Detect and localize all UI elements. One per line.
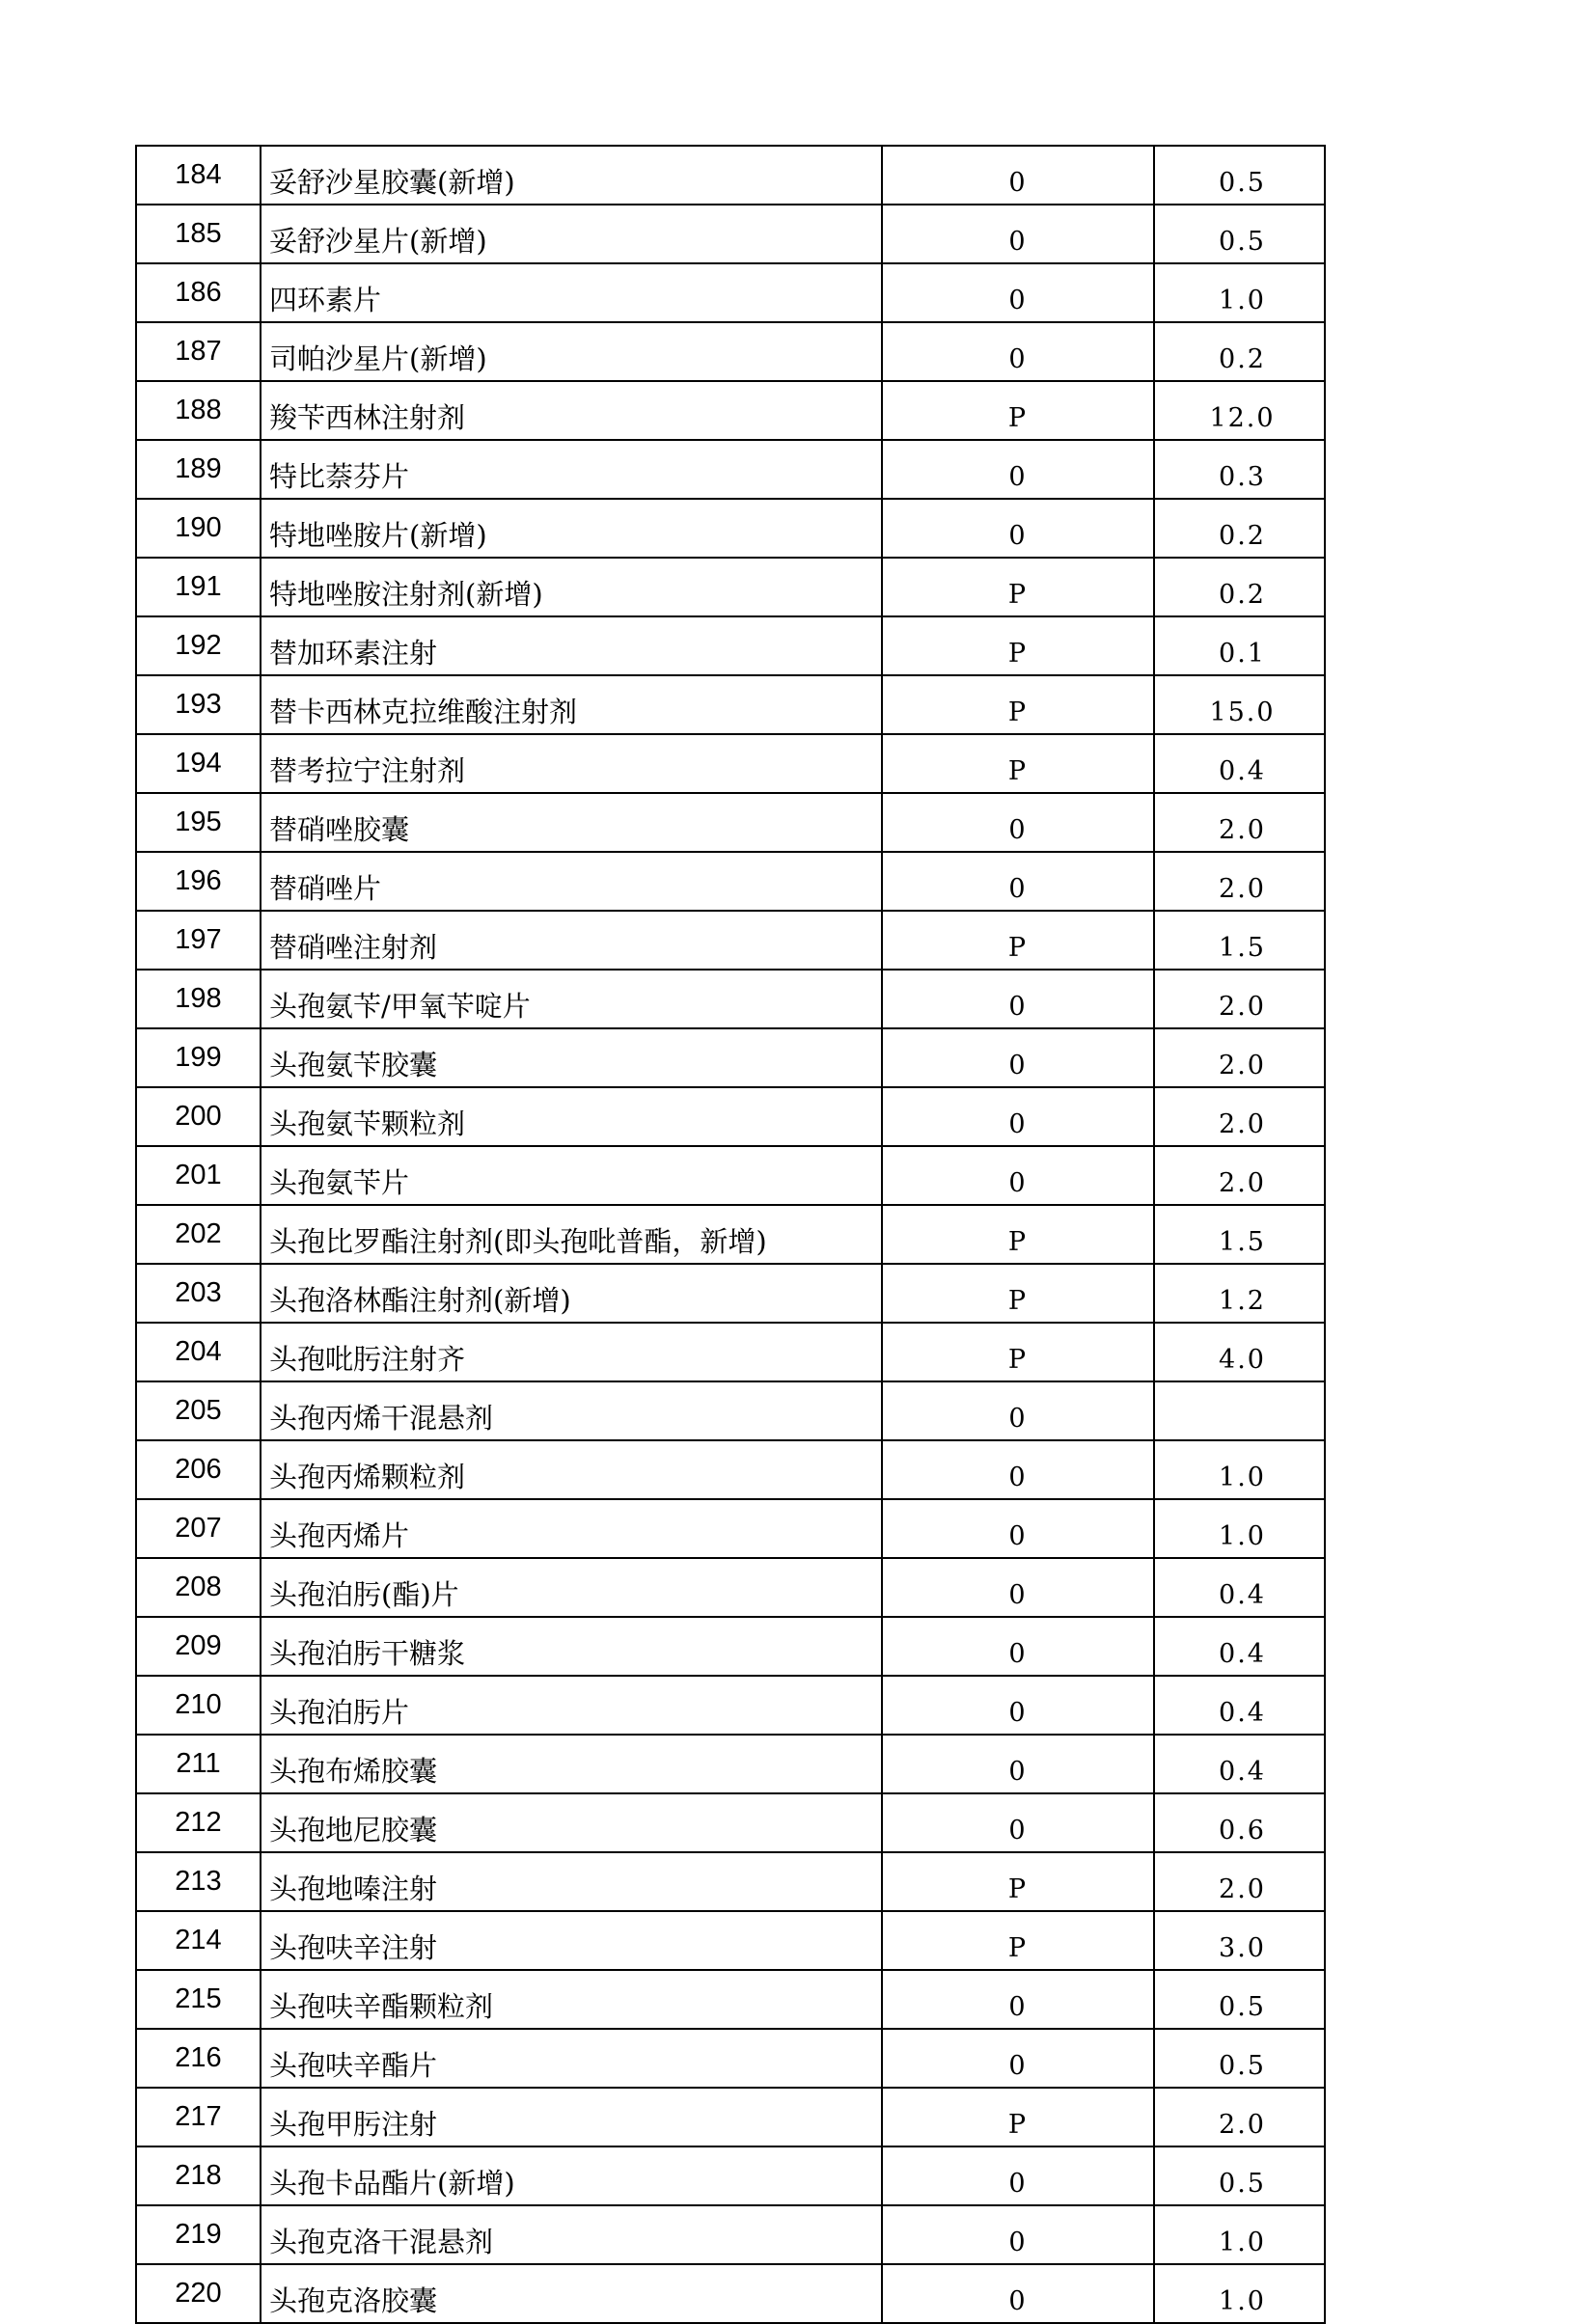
route-code: 0 xyxy=(882,440,1154,499)
drug-name: 特地唑胺注射剂(新增) xyxy=(261,558,882,616)
table-row xyxy=(136,1970,1325,2029)
dose-value: 1.0 xyxy=(1154,2205,1325,2264)
table-row xyxy=(136,2029,1325,2088)
row-number: 192 xyxy=(136,616,261,675)
table-row xyxy=(136,1499,1325,1558)
table-row xyxy=(136,1852,1325,1911)
row-number: 211 xyxy=(136,1735,261,1793)
dose-value: 0.4 xyxy=(1154,1676,1325,1735)
route-code: 0 xyxy=(882,1793,1154,1852)
table-row xyxy=(136,911,1325,970)
dose-value: 1.0 xyxy=(1154,2264,1325,2323)
drug-name: 头孢呋辛酯片 xyxy=(261,2029,882,2088)
drug-name: 四环素片 xyxy=(261,263,882,322)
row-number: 197 xyxy=(136,911,261,970)
row-number: 215 xyxy=(136,1970,261,2029)
dose-value: 0.4 xyxy=(1154,1735,1325,1793)
dose-value: 1.5 xyxy=(1154,911,1325,970)
dose-value: 0.6 xyxy=(1154,1793,1325,1852)
row-number: 195 xyxy=(136,793,261,852)
table-row xyxy=(136,205,1325,263)
table-row xyxy=(136,1323,1325,1381)
drug-name: 头孢地尼胶囊 xyxy=(261,1793,882,1852)
row-number: 220 xyxy=(136,2264,261,2323)
table-row xyxy=(136,2264,1325,2323)
drug-name: 妥舒沙星片(新增) xyxy=(261,205,882,263)
drug-name: 头孢甲肟注射 xyxy=(261,2088,882,2146)
dose-value: 2.0 xyxy=(1154,2088,1325,2146)
drug-name: 替卡西林克拉维酸注射剂 xyxy=(261,675,882,734)
table-row xyxy=(136,1558,1325,1617)
drug-name: 头孢卡品酯片(新增) xyxy=(261,2146,882,2205)
drug-name: 头孢氨苄颗粒剂 xyxy=(261,1087,882,1146)
row-number: 200 xyxy=(136,1087,261,1146)
route-code: 0 xyxy=(882,1087,1154,1146)
dose-value: 2.0 xyxy=(1154,1146,1325,1205)
row-number: 209 xyxy=(136,1617,261,1676)
dose-value: 2.0 xyxy=(1154,852,1325,911)
dose-value: 1.0 xyxy=(1154,1499,1325,1558)
route-code: 0 xyxy=(882,1440,1154,1499)
row-number: 201 xyxy=(136,1146,261,1205)
route-code: 0 xyxy=(882,205,1154,263)
dose-value: 0.5 xyxy=(1154,205,1325,263)
dose-value: 2.0 xyxy=(1154,1852,1325,1911)
dose-value: 1.0 xyxy=(1154,1440,1325,1499)
table-row xyxy=(136,675,1325,734)
table-row xyxy=(136,1735,1325,1793)
table-row xyxy=(136,1264,1325,1323)
row-number: 202 xyxy=(136,1205,261,1264)
dose-value: 4.0 xyxy=(1154,1323,1325,1381)
table-row xyxy=(136,1146,1325,1205)
dose-value: 0.1 xyxy=(1154,616,1325,675)
route-code: 0 xyxy=(882,2264,1154,2323)
table-row xyxy=(136,1617,1325,1676)
route-code: P xyxy=(882,2088,1154,2146)
drug-name: 头孢呋辛注射 xyxy=(261,1911,882,1970)
row-number: 193 xyxy=(136,675,261,734)
dose-value: 0.5 xyxy=(1154,2029,1325,2088)
drug-name: 头孢布烯胶囊 xyxy=(261,1735,882,1793)
row-number: 196 xyxy=(136,852,261,911)
table-row xyxy=(136,852,1325,911)
route-code: P xyxy=(882,1852,1154,1911)
route-code: 0 xyxy=(882,793,1154,852)
dose-value: 2.0 xyxy=(1154,1087,1325,1146)
table-row xyxy=(136,616,1325,675)
route-code: 0 xyxy=(882,1146,1154,1205)
table-row xyxy=(136,1205,1325,1264)
row-number: 217 xyxy=(136,2088,261,2146)
drug-name: 司帕沙星片(新增) xyxy=(261,322,882,381)
route-code: P xyxy=(882,558,1154,616)
drug-name: 头孢丙烯片 xyxy=(261,1499,882,1558)
row-number: 218 xyxy=(136,2146,261,2205)
drug-name: 头孢呋辛酯颗粒剂 xyxy=(261,1970,882,2029)
dose-value: 12.0 xyxy=(1154,381,1325,440)
row-number: 203 xyxy=(136,1264,261,1323)
route-code: 0 xyxy=(882,1381,1154,1440)
dose-value: 2.0 xyxy=(1154,1028,1325,1087)
route-code: P xyxy=(882,1264,1154,1323)
row-number: 185 xyxy=(136,205,261,263)
table-row xyxy=(136,381,1325,440)
drug-name: 替硝唑注射剂 xyxy=(261,911,882,970)
row-number: 189 xyxy=(136,440,261,499)
dose-value: 0.5 xyxy=(1154,2146,1325,2205)
table-row xyxy=(136,1911,1325,1970)
route-code: 0 xyxy=(882,1028,1154,1087)
row-number: 219 xyxy=(136,2205,261,2264)
dose-value: 0.5 xyxy=(1154,146,1325,205)
row-number: 212 xyxy=(136,1793,261,1852)
row-number: 204 xyxy=(136,1323,261,1381)
route-code: 0 xyxy=(882,499,1154,558)
dose-value: 3.0 xyxy=(1154,1911,1325,1970)
dose-value: 0.4 xyxy=(1154,1617,1325,1676)
table-row xyxy=(136,2146,1325,2205)
dose-value: 1.2 xyxy=(1154,1264,1325,1323)
drug-name: 头孢氨苄胶囊 xyxy=(261,1028,882,1087)
route-code: 0 xyxy=(882,1735,1154,1793)
drug-name: 头孢地嗪注射 xyxy=(261,1852,882,1911)
drug-name: 头孢丙烯颗粒剂 xyxy=(261,1440,882,1499)
drug-name: 头孢比罗酯注射剂(即头孢吡普酯，新增) xyxy=(261,1205,882,1264)
route-code: 0 xyxy=(882,2146,1154,2205)
dose-value: 0.3 xyxy=(1154,440,1325,499)
row-number: 206 xyxy=(136,1440,261,1499)
dose-value: 0.2 xyxy=(1154,558,1325,616)
route-code: 0 xyxy=(882,263,1154,322)
row-number: 186 xyxy=(136,263,261,322)
drug-name: 替硝唑胶囊 xyxy=(261,793,882,852)
table-row xyxy=(136,1087,1325,1146)
drug-name: 头孢泊肟干糖浆 xyxy=(261,1617,882,1676)
route-code: 0 xyxy=(882,1970,1154,2029)
drug-name: 头孢氨苄/甲氧苄啶片 xyxy=(261,970,882,1028)
row-number: 187 xyxy=(136,322,261,381)
row-number: 191 xyxy=(136,558,261,616)
row-number: 188 xyxy=(136,381,261,440)
dose-value: 0.5 xyxy=(1154,1970,1325,2029)
route-code: P xyxy=(882,1205,1154,1264)
table-row xyxy=(136,734,1325,793)
table-row xyxy=(136,499,1325,558)
drug-name: 头孢泊肟(酯)片 xyxy=(261,1558,882,1617)
row-number: 199 xyxy=(136,1028,261,1087)
dose-value: 0.4 xyxy=(1154,1558,1325,1617)
dose-value: 1.0 xyxy=(1154,263,1325,322)
drug-name: 头孢丙烯干混悬剂 xyxy=(261,1381,882,1440)
table-row xyxy=(136,146,1325,205)
route-code: P xyxy=(882,1323,1154,1381)
route-code: P xyxy=(882,381,1154,440)
row-number: 216 xyxy=(136,2029,261,2088)
table-row xyxy=(136,1676,1325,1735)
row-number: 207 xyxy=(136,1499,261,1558)
route-code: P xyxy=(882,1911,1154,1970)
route-code: P xyxy=(882,911,1154,970)
route-code: 0 xyxy=(882,146,1154,205)
dose-value: 1.5 xyxy=(1154,1205,1325,1264)
row-number: 210 xyxy=(136,1676,261,1735)
table-row xyxy=(136,2088,1325,2146)
route-code: 0 xyxy=(882,1499,1154,1558)
route-code: 0 xyxy=(882,1676,1154,1735)
row-number: 213 xyxy=(136,1852,261,1911)
drug-table xyxy=(135,145,1326,2324)
table-row xyxy=(136,793,1325,852)
dose-value: 0.2 xyxy=(1154,499,1325,558)
drug-name: 头孢克洛胶囊 xyxy=(261,2264,882,2323)
route-code: 0 xyxy=(882,2029,1154,2088)
table-row xyxy=(136,970,1325,1028)
row-number: 205 xyxy=(136,1381,261,1440)
drug-name: 头孢氨苄片 xyxy=(261,1146,882,1205)
row-number: 194 xyxy=(136,734,261,793)
dose-value: 2.0 xyxy=(1154,970,1325,1028)
row-number: 184 xyxy=(136,146,261,205)
drug-name: 替考拉宁注射剂 xyxy=(261,734,882,793)
table-row xyxy=(136,263,1325,322)
route-code: 0 xyxy=(882,2205,1154,2264)
dose-value: 2.0 xyxy=(1154,793,1325,852)
table-row xyxy=(136,1440,1325,1499)
drug-name: 替硝唑片 xyxy=(261,852,882,911)
row-number: 190 xyxy=(136,499,261,558)
route-code: P xyxy=(882,675,1154,734)
route-code: 0 xyxy=(882,1617,1154,1676)
table-row xyxy=(136,440,1325,499)
row-number: 214 xyxy=(136,1911,261,1970)
table-row xyxy=(136,1028,1325,1087)
table-row xyxy=(136,1793,1325,1852)
drug-table-body xyxy=(136,146,1325,2323)
drug-name: 头孢克洛干混悬剂 xyxy=(261,2205,882,2264)
table-row xyxy=(136,558,1325,616)
table-row xyxy=(136,322,1325,381)
row-number: 198 xyxy=(136,970,261,1028)
drug-name: 羧苄西林注射剂 xyxy=(261,381,882,440)
table-row xyxy=(136,1381,1325,1440)
drug-name: 头孢洛林酯注射剂(新增) xyxy=(261,1264,882,1323)
route-code: 0 xyxy=(882,852,1154,911)
dose-value: 15.0 xyxy=(1154,675,1325,734)
drug-name: 妥舒沙星胶囊(新增) xyxy=(261,146,882,205)
dose-value: 0.2 xyxy=(1154,322,1325,381)
row-number: 208 xyxy=(136,1558,261,1617)
dose-value xyxy=(1154,1381,1325,1440)
drug-name: 特比萘芬片 xyxy=(261,440,882,499)
route-code: 0 xyxy=(882,970,1154,1028)
route-code: 0 xyxy=(882,322,1154,381)
drug-name: 头孢吡肟注射齐 xyxy=(261,1323,882,1381)
dose-value: 0.4 xyxy=(1154,734,1325,793)
drug-name: 特地唑胺片(新增) xyxy=(261,499,882,558)
route-code: 0 xyxy=(882,1558,1154,1617)
route-code: P xyxy=(882,616,1154,675)
drug-name: 头孢泊肟片 xyxy=(261,1676,882,1735)
drug-name: 替加环素注射 xyxy=(261,616,882,675)
route-code: P xyxy=(882,734,1154,793)
